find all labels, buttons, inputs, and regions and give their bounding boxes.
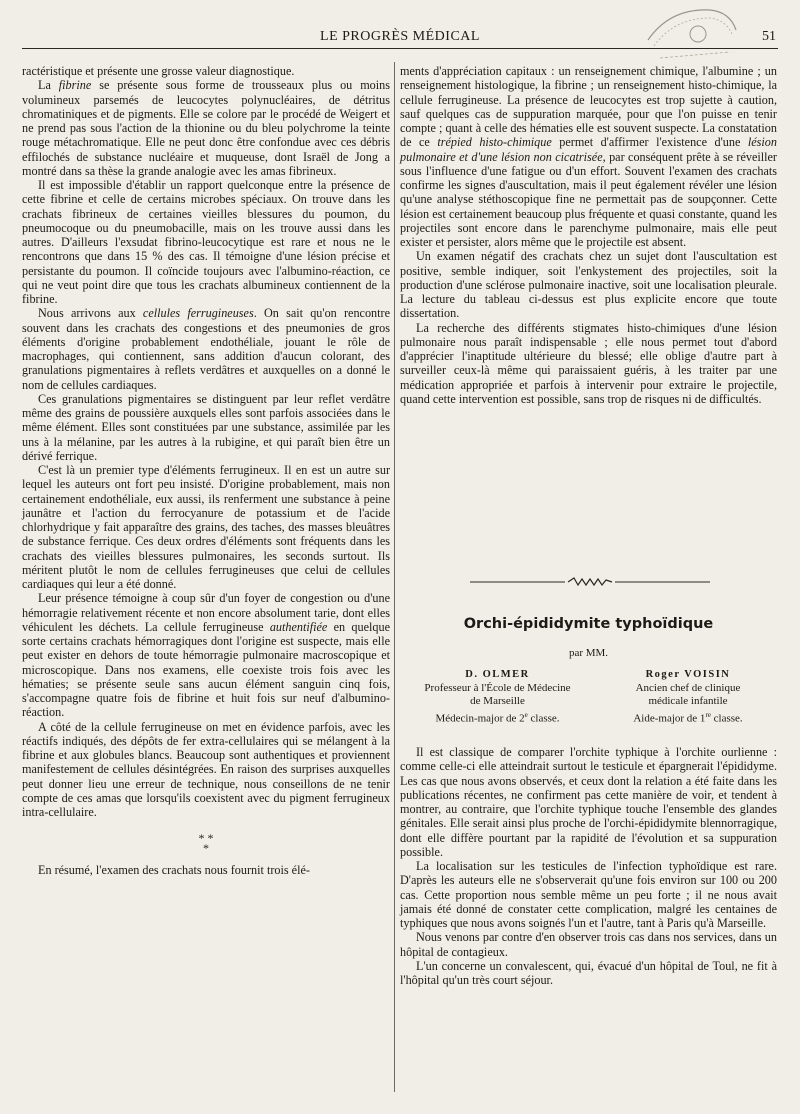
article-title: Orchi-épididymite typhoïdique bbox=[463, 616, 714, 632]
author-name: D. OLMER bbox=[465, 669, 530, 680]
section-asterism: * * * bbox=[198, 831, 214, 856]
paragraph: C'est là un premier type d'éléments ferrugineux. Il en est un autre sur lequel les auteurs ont fort peu insisté. D'origine probablement, mais non certainement endothéliale, eux aussi, ils renferment une substance à peine jaunâtre et l'action du ferrocyanure de potassium et de l'acide chlorhydrique y fait apparaître des grains, des taches, des masses bleuâtres de substance ferrique. Ces deux ordres d'éléments sont fréquents dans les crachats des vieilles blessures pulmonaires, les seconds surtout. Ils méritent plutôt le nom de cellules ferrugineuses que celui de cellules cardiaques qui leur a été donné. bbox=[22, 463, 390, 591]
left-column bbox=[22, 64, 390, 878]
paragraph: A côté de la cellule ferrugineuse on met en évidence parfois, avec les réactifs indiqués, des dépôts de fer extra-cellulaires qui se mélangent à la fibrine et aux globules blancs. Beaucoup sont authentiques et proviennent manifestement de cellules désintégrées. En raison des surprises auxquelles peut donner lieu une erreur de technique, nous conseillons de ne tenir compte de ces amas que lorsqu'ils coexistent avec du pigment ferrugineux intra-cellulaire. bbox=[22, 719, 390, 819]
paragraph: Un examen négatif des crachats chez un sujet dont l'auscultation est positive, semble indiquer, soit l'enkystement des projectiles, soit la production d'une sclérose pulmonaire inactive, soit une localisation pleurale. La lecture du tableau ci-dessus est plus explicite encore que toute dissertation. bbox=[400, 249, 777, 321]
author-affiliation: médicale infantile bbox=[648, 695, 728, 707]
page-number: 51 bbox=[762, 29, 776, 44]
paragraph: Leur présence témoigne à coup sûr d'un foyer de congestion ou d'une hémorragie relativement récente et non encore absolument tarie, dont elles véhiculent les déchets. La cellule ferrugineuse authentifiée en quelque sorte certains crachats hémorragiques dont l'origine est suspecte, mais elle peut exister en dehors de toute hémorragie pulmonaire macroscopique et microscopique. Dans nos examens, elle coexiste trois fois avec les hématies; se présente seule sans aucun élément sanguin cinq fois, s'accompagne quatre fois de fibrine et huit fois sur neuf d'albumino-réaction. bbox=[22, 591, 390, 720]
author-name: Roger VOISIN bbox=[645, 669, 731, 680]
paragraph: Il est classique de comparer l'orchite typhique à l'orchite ourlienne : comme celle-ci elle atteindrait surtout le testicule et épargnerait l'épididyme. Les cas que nous avons observés, et ceux dont la relation a été faite dans les publications récentes, ne confirment pas cette manière de voir, et tendent à montrer, au contraire, que l'orchite typhique touche l'ensemble des glandes génitales. Elle serait ainsi plus proche de l'orchi-épididymite blennorragique, dont elle diffère pourtant par la rapidité de l'évolution et sa suppuration possible. bbox=[400, 745, 777, 859]
paragraph: ractéristique et présente une grosse valeur diagnostique. bbox=[22, 64, 295, 78]
author-block bbox=[598, 668, 778, 726]
author-rank: Aide-major de 1re classe. bbox=[633, 710, 743, 725]
journal-title: LE PROGRÈS MÉDICAL bbox=[320, 29, 480, 44]
paragraph: Nous arrivons aux cellules ferrugineuses. On sait qu'on rencontre souvent dans les crachats des congestions et des pneumonies de gros éléments d'origine probablement endothéliale, jouant le rôle de macrophages, qui contiennent, sans addition d'aucun colorant, des granulations pigmentaires à reflets verdâtres et auxquelles on a donné le nom de cellules cardiaques. bbox=[22, 306, 391, 392]
author-affiliation: de Marseille bbox=[470, 695, 525, 707]
paragraph: La fibrine se présente sous forme de trousseaux plus ou moins volumineux parsemés de leucocytes polynucléaires, de détritus chromatiniques et de pigments. Elle se colore par le procédé de Weigert et ne prend pas sous l'action de la thionine ou du bleu polychrome la teinte rouge métachromatique. Elle ne peut donc être confondue avec ces débris effilochés de substance nucléaire et muqueuse, dont Israël de Jong a montré dans sa thèse la grande analogie avec les amas fibrineux. bbox=[22, 78, 390, 178]
paragraph: La recherche des différents stigmates histo-chimiques d'une lésion pulmonaire nous paraît indispensable ; elle nous permet tout d'abord d'apprécier l'inaptitude ultérieure du blessé; elle oblige d'autre part à surveiller ceux-là même qui paraissaient guéris, à les traiter par une médication appropriée et parfois à intervenir pour extraire le projectile, quand cette intervention est possible, sans trop de risques ni de difficultés. bbox=[400, 320, 777, 406]
author-rank: Médecin-major de 2e classe. bbox=[435, 710, 560, 725]
paragraph: Ces granulations pigmentaires se distinguent par leur reflet verdâtre même des grains de poussière auxquels elles sont parfois associées dans le même élément. Elles sont constituées par une substance, assimilée par les uns à la mélanine, par les autres à la rubigine, et qui paraît bien être un dérivé ferrique. bbox=[22, 391, 390, 463]
library-stamp bbox=[640, 0, 740, 62]
paragraph: La localisation sur les testicules de l'infection typhoïdique est rare. D'après les auteurs elle ne s'observerait qu'une fois environ sur 100 ou 200 cas. Cette proportion nous semble même un peu forte ; il ne nous avait jamais été donné de constater cette complication, malgré les centaines de typhiques que nous avons soignés l'un et l'autre, tant à Paris qu'à Marseille. bbox=[400, 859, 777, 930]
column-divider bbox=[394, 62, 395, 1092]
paragraph: Nous venons par contre d'en observer trois cas dans nos services, dans un hôpital de contagieux. bbox=[400, 930, 777, 959]
ornamental-divider bbox=[470, 577, 710, 587]
paragraph: En résumé, l'examen des crachats nous fournit trois élé- bbox=[38, 863, 310, 878]
right-column bbox=[400, 64, 777, 406]
author-affiliation: Professeur à l'École de Médecine bbox=[424, 681, 571, 694]
paragraph: ments d'appréciation capitaux : un renseignement chimique, l'albumine ; un renseignement histologique, la fibrine ; un renseignement histo-chimique, la cellule ferrugineuse. La présence de leucocytes est trop sujette à caution, sauf quelques cas de suppuration marquée, pour que l'on puisse en tenir compte ; quant à celle des hématies elle est souvent suspecte. La constatation de ce trépied histo-chimique permet d'affirmer l'existence d'une lésion pulmonaire et d'une lésion non cicatrisée, par conséquent prête à se réveiller sous l'influence d'une fatigue ou d'un effort. Souvent l'examen des crachats confirme les signes d'auscultation, mais il peut également révéler une lésion qu'une analyse stéthoscopique fine ne permettait pas de soupçonner. Cette lésion est certainement beaucoup plus fréquente et quasi constante, quand les projectiles sont encore dans le parenchyme pulmonaire, mais elle peut exister et persister, alors même que le projectile est absent. bbox=[400, 64, 777, 249]
author-block bbox=[400, 668, 595, 726]
paragraph: L'un concerne un convalescent, qui, évacué d'un hôpital de Toul, ne fit à l'hôpital qu'un très court séjour. bbox=[400, 958, 777, 987]
byline: par MM. bbox=[568, 647, 609, 659]
author-affiliation: Ancien chef de clinique bbox=[635, 681, 741, 694]
paragraph: Il est impossible d'établir un rapport quelconque entre la présence de cette fibrine et celle de certains microbes spéciaux. On trouve dans les crachats fibrineux de certaines vieilles blessures du poumon, du pneumocoque ou du pneumobacille, mais on les trouve aussi dans les autres. D'ailleurs l'exsudat fibrino-leucocytique est rare et nous ne le rencontrons que dans 15 % des cas. Il témoigne d'une lésion précise et persistante du poumon. Il coïncide toujours avec l'albumino-réaction, ce qui ne veut point dire que tous les crachats albumineux contiennent de la fibrine. bbox=[22, 178, 390, 306]
article-body bbox=[400, 745, 777, 987]
